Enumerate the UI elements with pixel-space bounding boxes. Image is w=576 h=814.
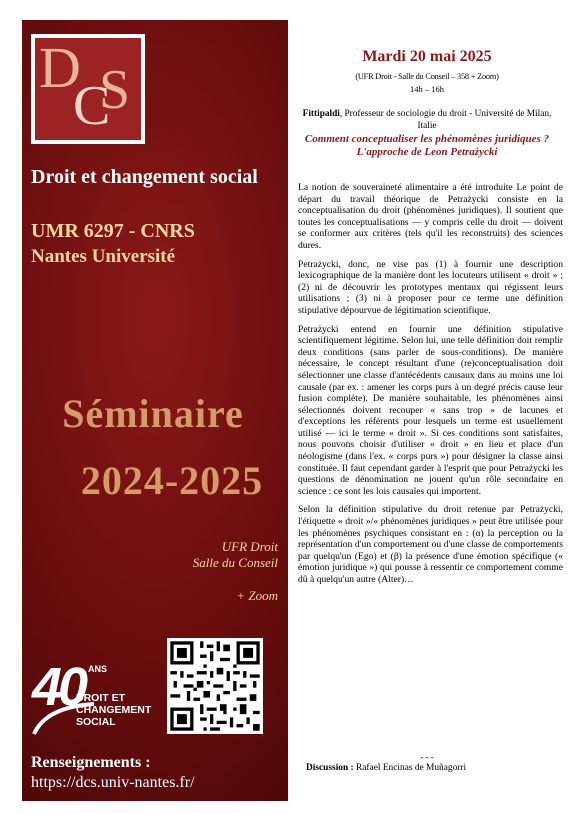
anniversary-number: 40 [32,657,85,717]
abstract [298,182,563,593]
university-label: Nantes Université [31,246,176,267]
speaker-role: , Professeur de sociologie du droit - Université de Milan, Italie [339,109,552,131]
venue-line2: Salle du Conseil [192,555,278,570]
qr-code[interactable] [167,638,263,734]
umr-label: UMR 6297 - CNRS [31,220,195,242]
anniversary-line2: CHANGEMENT [76,704,152,716]
info-url-link[interactable]: https://dcs.univ-nantes.fr/ [31,774,195,791]
discussion [306,763,466,773]
event-date: Mardi 20 mai 2025 [362,48,492,65]
event-time: 14h – 16h [410,84,444,94]
seminar-word: Séminaire [62,391,244,436]
logo-letter-s: S [99,59,131,121]
abstract-paragraph: Selon la définition stipulative du droit retenue par Petrażycki, l'étiquette « droit »/« phénomènes juridiques » peut être utilisée pour les phénomènes psychiques consistant en : (α) la perception ou la représentation d'un comportement ou d'une classe de comportements par quelqu'un (Ego) et (β) la présence d'une émotion spécifique (« émotion juridique ») qui pousse à ressentir ce comportement comme dû à quelqu'un autre (Alter)… [298,504,563,585]
zoom-label: + Zoom [236,588,278,603]
qr-icon [167,638,263,734]
logo-letter-d: D [39,38,81,100]
talk-title: Comment conceptualiser les phénomènes juridiques ? L'approche de Leon Petrażycki [304,133,550,158]
dcs-logo [31,34,145,144]
seminar-years: 2024-2025 [80,458,264,503]
anniversary-line1: DROIT ET [76,692,125,704]
separator: - - - [420,752,434,762]
venue [78,539,278,571]
speaker-name: Fittipaldi [302,109,340,119]
left-panel [22,20,288,801]
event-place: (UFR Droit - Salle du Conseil – 358 + Zoom) [355,72,499,81]
anniversary-text [76,692,151,728]
discussion-name: Rafael Encinas de Muñagorri [356,763,467,773]
anniversary-ans: ANS [88,664,108,674]
logo-box [35,38,141,140]
anniversary-logo [32,656,162,736]
anniversary-line3: SOCIAL [76,716,116,728]
logo-letter-c: C [73,75,111,137]
info-label: Renseignements : [31,754,151,771]
discussion-label: Discussion : [306,763,354,773]
lab-name: Droit et changement social [31,166,258,188]
venue-line1: UFR Droit [221,539,278,554]
abstract-paragraph: Petrażycki, donc, ne vise pas (1) à fournir une description lexicographique de la manière dont les locuteurs utilisent « droit » ; (2) ni de découvrir les prototypes mentaux qui régissent leurs utilisations ; (3) ni à proposer pour ce terme une définition stipulative dépourvue de légitimation scientifique. [298,258,563,316]
speaker [292,108,562,132]
abstract-paragraph: La notion de souveraineté alimentaire a été introduite Le point de départ du travail théorique de Petrażycki consiste en la conceptualisation du droit (phénomènes juridiques). Il soutient que toutes les conceptualisations — y compris celle du droit — doivent se conformer aux critères (tels qu'il les reconstruits) des sciences dures. [298,182,563,251]
abstract-paragraph: Petrażycki entend en fournir une définition stipulative scientifiquement légitime. Selon lui, une telle définition doit remplir deux conditions (sans parler de sous-conditions). De manière nécessaire, le concept résultant d'une (re)conceptualisation doit sélectionner une classe d'antécédents causaux dans au moins une loi causale (par ex. : amener les corps purs à un degré précis cause leur fusion complète). De manière souhaitable, les phénomènes ainsi sélectionnés doivent recouper « sans trop » de lacunes et d'exceptions les référents pour lesquels un terme est usuellement utilisé — ici le terme « droit ». Si ces conditions sont satisfaites, nous pouvons choisir d'utiliser « droit » en lieu et place d'un néologisme (dans l'ex. « corps purs ») pour désigner la classe ainsi constituée. Il faut cependant garder à l'esprit que pour Petrażycki les questions de dénomination ne jouent qu'un rôle secondaire en science : ce sont les lois causales qui importent. [298,323,563,497]
